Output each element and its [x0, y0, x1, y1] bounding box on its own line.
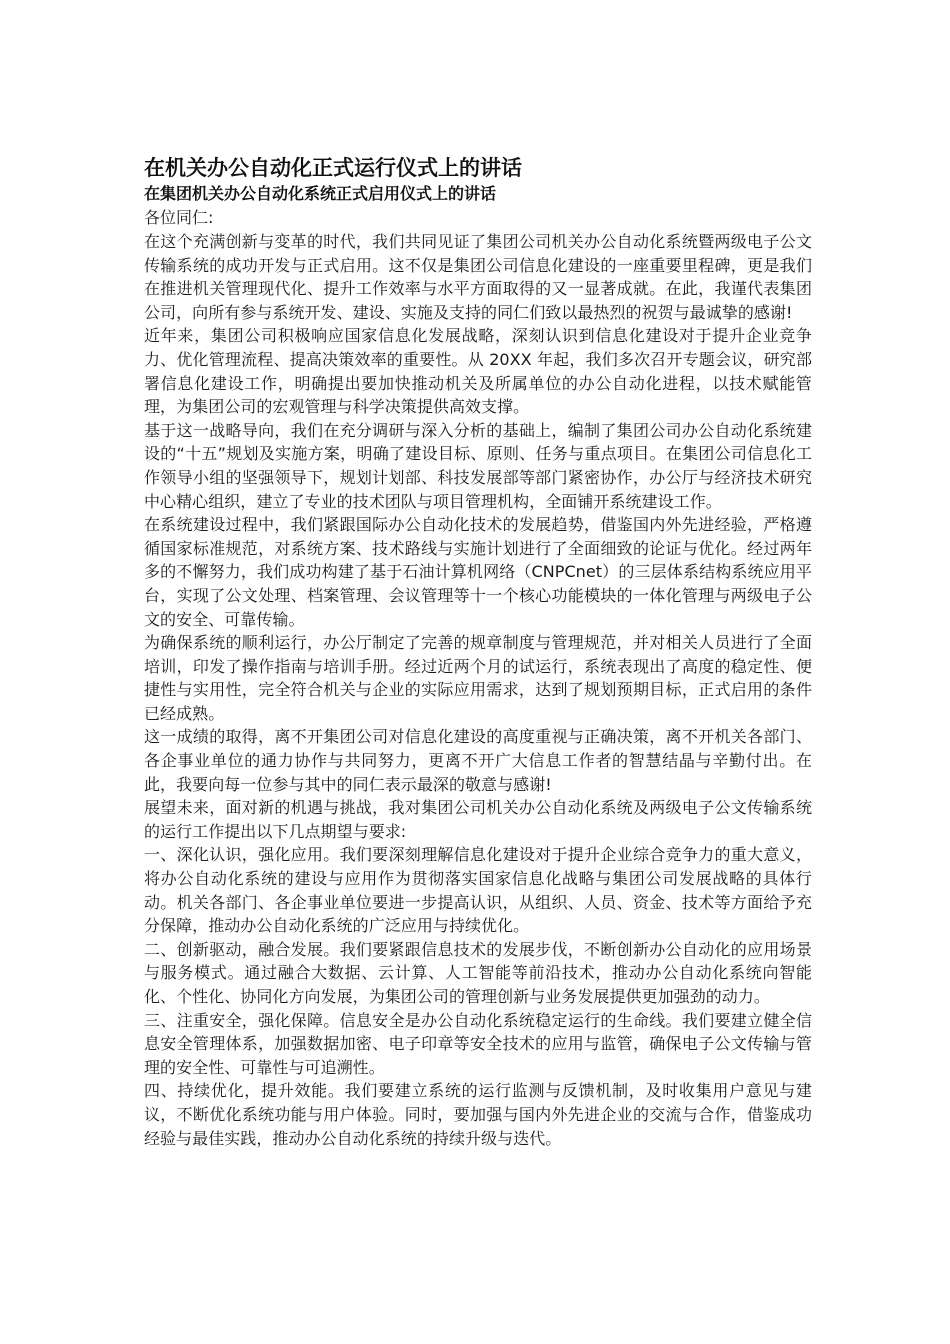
- greeting-line: 各位同仁:: [144, 208, 214, 227]
- document-title: 在机关办公自动化正式运行仪式上的讲话: [144, 156, 522, 180]
- paragraph-3: 基于这一战略导向，我们在充分调研与深入分析的基础上，编制了集团公司办公自动化系统建设的“十五”规划及实施方案，明确了建设目标、原则、任务与重点项目。在集团公司信息化工作领导小组的坚强领导下，规划计划部、科技发展部等部门紧密协作，办公厅与经济技术研究中心精心组织，建立了专业的技术团队与项目管理机构，全面铺开系统建设工作。: [144, 420, 812, 511]
- paragraph-10: 三、注重安全，强化保障。信息安全是办公自动化系统稳定运行的生命线。我们要建立健全信息安全管理体系，加强数据加密、电子印章等安全技术的应用与监管，确保电子公文传输与管理的安全性、可靠性与可追溯性。: [144, 1010, 812, 1077]
- paragraph-5: 为确保系统的顺利运行，办公厅制定了完善的规章制度与管理规范，并对相关人员进行了全面培训，印发了操作指南与培训手册。经过近两个月的试运行，系统表现出了高度的稳定性、便捷性与实用性，完全符合机关与企业的实际应用需求，达到了规划预期目标，正式启用的条件已经成熟。: [144, 633, 812, 723]
- paragraph-2: 近年来，集团公司积极响应国家信息化发展战略，深刻认识到信息化建设对于提升企业竞争力、优化管理流程、提高决策效率的重要性。从 20XX 年起，我们多次召开专题会议，研究部署信息化建设工作，明确提出要加快推动机关及所属单位的办公自动化进程，以技术赋能管理，为集团公司的宏观管理与科学决策提供高效支撑。: [144, 326, 812, 417]
- document-subtitle: 在集团机关办公自动化系统正式启用仪式上的讲话: [144, 184, 497, 203]
- paragraph-9: 二、创新驱动，融合发展。我们要紧跟信息技术的发展步伐，不断创新办公自动化的应用场景与服务模式。通过融合大数据、云计算、人工智能等前沿技术，推动办公自动化系统向智能化、个性化、协同化方向发展，为集团公司的管理创新与业务发展提供更加强劲的动力。: [144, 939, 812, 1006]
- paragraph-11: 四、持续优化，提升效能。我们要建立系统的运行监测与反馈机制，及时收集用户意见与建议，不断优化系统功能与用户体验。同时，要加强与国内外先进企业的交流与合作，借鉴成功经验与最佳实践，推动办公自动化系统的持续升级与迭代。: [144, 1081, 812, 1148]
- document-body: [144, 154, 812, 1150]
- paragraph-1: 在这个充满创新与变革的时代，我们共同见证了集团公司机关办公自动化系统暨两级电子公文传输系统的成功开发与正式启用。这不仅是集团公司信息化建设的一座重要里程碑，更是我们在推进机关管理现代化、提升工作效率与水平方面取得的又一显著成就。在此，我谨代表集团公司，向所有参与系统开发、建设、实施及支持的同仁们致以最热烈的祝贺与最诚挚的感谢!: [144, 232, 812, 322]
- paragraph-4: 在系统建设过程中，我们紧跟国际办公自动化技术的发展趋势，借鉴国内外先进经验，严格遵循国家标准规范，对系统方案、技术路线与实施计划进行了全面细致的论证与优化。经过两年多的不懈努力，我们成功构建了基于石油计算机网络（CNPCnet）的三层体系结构系统应用平台，实现了公文处理、档案管理、会议管理等十一个核心功能模块的一体化管理与两级电子公文的安全、可靠传输。: [144, 515, 812, 629]
- paragraph-7: 展望未来，面对新的机遇与挑战，我对集团公司机关办公自动化系统及两级电子公文传输系统的运行工作提出以下几点期望与要求:: [144, 798, 812, 841]
- paragraph-6: 这一成绩的取得，离不开集团公司对信息化建设的高度重视与正确决策，离不开机关各部门、各企事业单位的通力协作与共同努力，更离不开广大信息工作者的智慧结晶与辛勤付出。在此，我要向每一位参与其中的同仁表示最深的敬意与感谢!: [144, 727, 812, 794]
- paragraph-8: 一、深化认识，强化应用。我们要深刻理解信息化建设对于提升企业综合竞争力的重大意义，将办公自动化系统的建设与应用作为贯彻落实国家信息化战略与集团公司发展战略的具体行动。机关各部门、各企事业单位要进一步提高认识，从组织、人员、资金、技术等方面给予充分保障，推动办公自动化系统的广泛应用与持续优化。: [144, 845, 812, 936]
